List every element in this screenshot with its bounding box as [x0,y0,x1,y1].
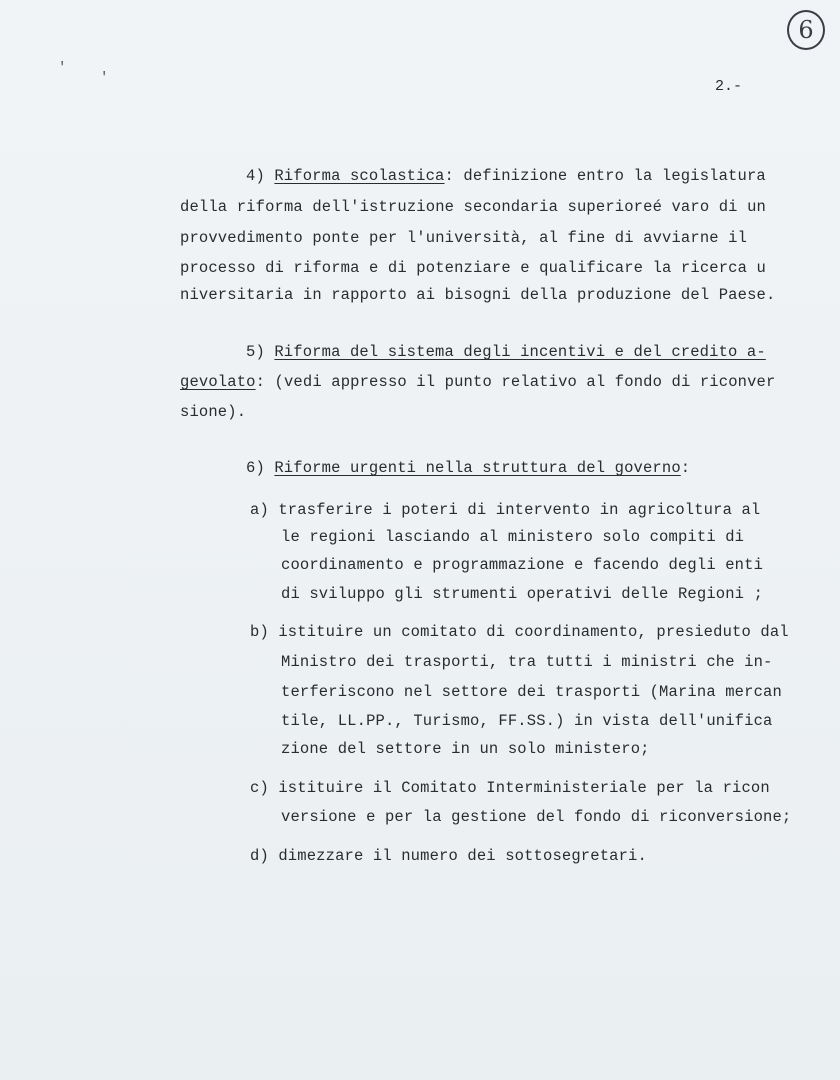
text-line: zione del settore in un solo ministero; [281,740,650,758]
item-4-number: 4) [246,167,275,185]
circled-page-number: 6 [787,10,825,50]
item-6-heading: Riforme urgenti nella struttura del governo [274,459,681,477]
item-4-heading: Riforma scolastica [274,167,445,185]
item-5-first-line [246,342,766,362]
item-5-second-line [180,372,775,392]
sub-item-b: b) istituire un comitato di coordinamento, presieduto dal [250,623,789,641]
item-6-number: 6) [246,459,275,477]
text-line: processo di riforma e di potenziare e qualificare la ricerca u [180,259,766,277]
item-5-heading-cont: gevolato [180,373,256,391]
text-line: provvedimento ponte per l'università, al fine di avviarne il [180,229,748,247]
page-number: 2.- [715,78,743,95]
text-line: Ministro dei trasporti, tra tutti i ministri che in- [281,653,773,671]
item-5-colon: : [255,373,275,391]
item-4-colon: : [444,167,464,185]
text-line: tile, LL.PP., Turismo, FF.SS.) in vista dell'unifica [281,712,773,730]
text-line: di sviluppo gli strumenti operativi delle Regioni ; [281,585,764,603]
text-line: versione e per la gestione del fondo di riconversione; [281,808,792,826]
text-line: della riforma dell'istruzione secondaria superioreé varo di un [180,198,766,216]
stray-mark: ' [58,60,67,76]
item-6-first-line [246,458,690,478]
sub-item-a: a) trasferire i poteri di intervento in agricoltura al [250,501,761,519]
item-5-heading: Riforma del sistema degli incentivi e del credito a- [274,343,766,361]
text-line: niversitaria in rapporto ai bisogni della produzione del Paese. [180,286,776,304]
item-4-first-line [246,166,766,186]
stray-mark: ' [100,70,109,86]
text-line: coordinamento e programmazione e facendo degli enti [281,556,764,574]
item-5-text: (vedi appresso il punto relativo al fondo di riconver [274,373,776,391]
item-5-number: 5) [246,343,275,361]
sub-item-d: d) dimezzare il numero dei sottosegretari. [250,847,647,865]
item-4-text: definizione entro la legislatura [463,167,766,185]
text-line: sione). [180,403,247,421]
text-line: terferiscono nel settore dei trasporti (Marina mercan [281,683,782,701]
sub-item-c: c) istituire il Comitato Interministeriale per la ricon [250,779,770,797]
item-6-colon: : [680,459,691,477]
text-line: le regioni lasciando al ministero solo compiti di [281,528,745,546]
